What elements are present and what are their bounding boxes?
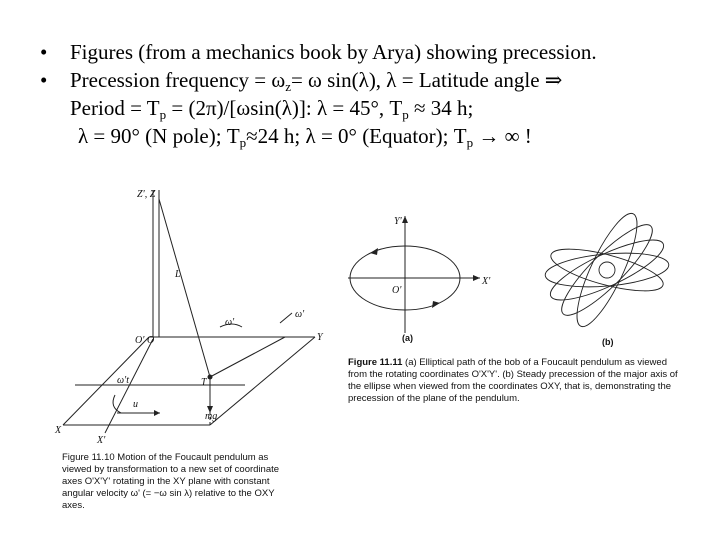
- o-label: O: [147, 335, 155, 346]
- mg-label: mg: [205, 411, 218, 422]
- figure-11-11-caption: [348, 357, 680, 405]
- figure-11-11-caption-text: (a) Elliptical path of the bob of a Foucault pendulum as viewed from the rotating coordinates O'X'Y'. (b) Steady precession of the major axis of the ellipse when viewed from the coordinates OXY, that is, demonstrating the precession of the plane of the pendulum.: [348, 357, 678, 404]
- pole-text-end: → ∞ !: [473, 124, 532, 148]
- figure-11-11-caption-label: Figure 11.11: [348, 357, 403, 368]
- pole-text-mid: ≈24 h; λ = 0° (Equator); T: [246, 124, 467, 148]
- x-prime-axis: [105, 339, 153, 433]
- omega-prime-label: ω': [225, 317, 235, 328]
- subscript-p: p: [159, 107, 167, 122]
- ellipse-direction-arrow: [370, 248, 378, 255]
- plane-right-edge: [210, 337, 315, 425]
- bullet-dot: •: [40, 68, 48, 92]
- omega-prime-label-2: ω': [295, 309, 305, 320]
- bullet-1: [28, 38, 708, 66]
- center-ring: [599, 262, 615, 278]
- pole-text-start: λ = 90° (N pole); T: [78, 124, 240, 148]
- slide-text: [28, 38, 708, 150]
- pendulum-string: [159, 199, 210, 377]
- o-prime-label: O': [135, 335, 145, 346]
- z-axes-label: Z', Z: [137, 189, 156, 200]
- bullet-2-line-3: [28, 122, 708, 150]
- l-label: L: [175, 269, 181, 280]
- bullet-2-text-start: Precession frequency = ω: [70, 68, 286, 92]
- x-axis: [63, 337, 149, 425]
- period-text-end: ≈ 34 h;: [408, 96, 474, 120]
- bullet-1-text: Figures (from a mechanics book by Arya) showing precession.: [70, 40, 597, 64]
- t-label: T: [201, 377, 207, 388]
- label-a: (a): [402, 333, 413, 343]
- x-prime-label: X': [482, 276, 491, 287]
- u-arrowhead: [154, 410, 160, 416]
- x-label: X: [55, 425, 62, 436]
- y-label: Y: [317, 332, 323, 343]
- precessing-ellipse: [544, 249, 670, 292]
- omega-t-label: ω't: [117, 375, 129, 386]
- bullet-2-line-2: [28, 94, 708, 122]
- figure-11-10-caption: Figure 11.10 Motion of the Foucault pendulum as viewed by transformation to a new set of coordinate axes O'X'Y' rotating in the XY plane with constant angular velocity ω' (= −ω sin λ) relative to the OXY axes.: [62, 452, 280, 511]
- label-b: (b): [602, 337, 614, 347]
- y-axis-arrowhead: [402, 216, 408, 223]
- u-label: u: [133, 399, 138, 410]
- x-axis-arrowhead: [473, 275, 480, 281]
- bullet-2: [28, 66, 708, 94]
- bullet-2-text-mid: = ω sin(λ), λ = Latitude angle ⇒: [290, 68, 563, 92]
- subscript-p: p: [239, 135, 247, 150]
- precessing-ellipse: [566, 207, 647, 333]
- period-text-mid: = (2π)/[ωsin(λ)]: λ = 45°, T: [166, 96, 403, 120]
- period-text-start: Period = T: [70, 96, 160, 120]
- o-prime-label: O': [392, 285, 402, 296]
- y-prime-label: Y': [394, 216, 402, 227]
- omega-arrow: [280, 313, 292, 323]
- figure-11-11a-diagram: [340, 208, 510, 348]
- precessing-ellipse: [547, 240, 667, 299]
- precessing-ellipse: [544, 229, 670, 310]
- x-prime-label: X': [97, 435, 106, 446]
- ellipse-direction-arrow: [432, 301, 440, 308]
- bullet-dot: •: [40, 40, 48, 64]
- subscript-z: z: [285, 79, 291, 94]
- subscript-p: p: [402, 107, 409, 122]
- subscript-p: p: [466, 135, 474, 150]
- precessing-ellipse: [552, 215, 662, 325]
- pendulum-bob: [208, 375, 213, 380]
- figure-11-11b-diagram: [540, 205, 675, 350]
- figure-11-10-diagram: [45, 185, 345, 450]
